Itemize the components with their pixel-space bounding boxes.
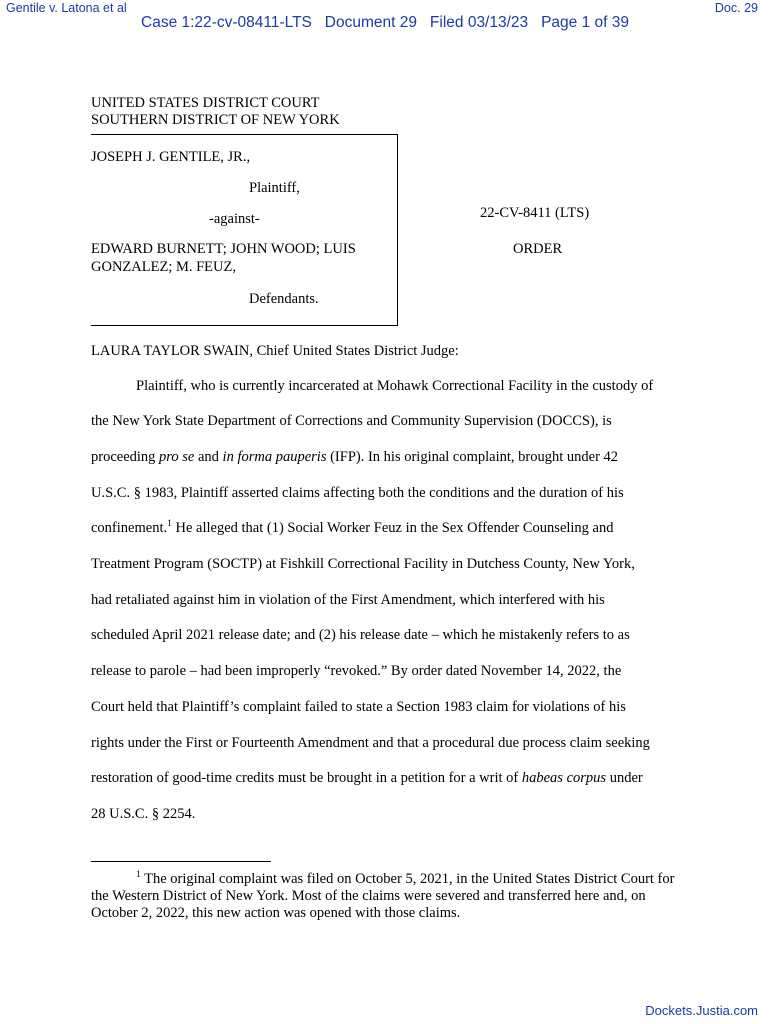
filing-banner: Case 1:22-cv-08411-LTS Document 29 Filed 03/13/23 Page 1 of 39 bbox=[141, 14, 629, 31]
body-line: proceeding pro se and in forma pauperis (IFP). In his original complaint, brought under 42 bbox=[91, 449, 619, 465]
body-line: the New York State Department of Corrections and Community Supervision (DOCCS), is bbox=[91, 413, 612, 429]
footnote-marker: 1 bbox=[136, 870, 141, 881]
document-type: ORDER bbox=[513, 241, 563, 257]
footnote-separator bbox=[91, 861, 271, 862]
footnote bbox=[91, 871, 691, 922]
doc-number-link[interactable]: Doc. 29 bbox=[714, 1, 758, 15]
body-line: Plaintiff, who is currently incarcerated at Mohawk Correctional Facility in the custody of bbox=[136, 378, 654, 394]
court-heading bbox=[91, 95, 340, 129]
footnote-text: The original complaint was filed on October 5, 2021, in the United States District Court for the Western District of New York. Most of the claims were severed and transferred here and, on October 2, 2022, this new action was opened with those claims. bbox=[91, 871, 675, 921]
case-title-link[interactable]: Gentile v. Latona et al bbox=[6, 1, 127, 15]
body-line: rights under the First or Fourteenth Amendment and that a procedural due process claim seeking bbox=[91, 735, 650, 751]
body-line: U.S.C. § 1983, Plaintiff asserted claims affecting both the conditions and the duration of his bbox=[91, 485, 624, 501]
court-name-line1: UNITED STATES DISTRICT COURT bbox=[91, 95, 320, 111]
footnote-reference[interactable]: 1 bbox=[167, 519, 172, 530]
source-link[interactable]: Dockets.Justia.com bbox=[645, 1003, 758, 1018]
body-line: Treatment Program (SOCTP) at Fishkill Correctional Facility in Dutchess County, New York, bbox=[91, 556, 635, 572]
defendants-role: Defendants. bbox=[249, 291, 319, 307]
pro-se-term: pro se bbox=[159, 449, 195, 465]
body-line: release to parole – had been improperly “revoked.” By order dated November 14, 2022, the bbox=[91, 663, 622, 679]
body-line: 28 U.S.C. § 2254. bbox=[91, 806, 196, 822]
plaintiff-name: JOSEPH J. GENTILE, JR., bbox=[91, 149, 251, 165]
judge-line: LAURA TAYLOR SWAIN, Chief United States District Judge: bbox=[91, 343, 459, 359]
plaintiff-role: Plaintiff, bbox=[249, 180, 300, 196]
habeas-corpus-term: habeas corpus bbox=[521, 770, 607, 786]
body-line: scheduled April 2021 release date; and (2) his release date – which he mistakenly refers to as bbox=[91, 627, 630, 643]
ifp-term: in forma pauperis bbox=[222, 449, 327, 465]
court-name-line2: SOUTHERN DISTRICT OF NEW YORK bbox=[91, 112, 340, 128]
defendants-names-line1: EDWARD BURNETT; JOHN WOOD; LUIS bbox=[91, 241, 356, 257]
body-line: Court held that Plaintiff’s complaint failed to state a Section 1983 claim for violations of his bbox=[91, 699, 626, 715]
body-line: confinement.$^1$ He alleged that (1) Social Worker Feuz in the Sex Offender Counseling and bbox=[91, 519, 614, 536]
body-line: had retaliated against him in violation of the First Amendment, which interfered with his bbox=[91, 592, 605, 608]
body-line: restoration of good-time credits must be brought in a petition for a writ of habeas corpus under bbox=[91, 770, 643, 786]
defendants-names-line2: GONZALEZ; M. FEUZ, bbox=[91, 259, 236, 275]
versus-label: -against- bbox=[209, 211, 260, 227]
case-number: 22-CV-8411 (LTS) bbox=[480, 205, 590, 221]
